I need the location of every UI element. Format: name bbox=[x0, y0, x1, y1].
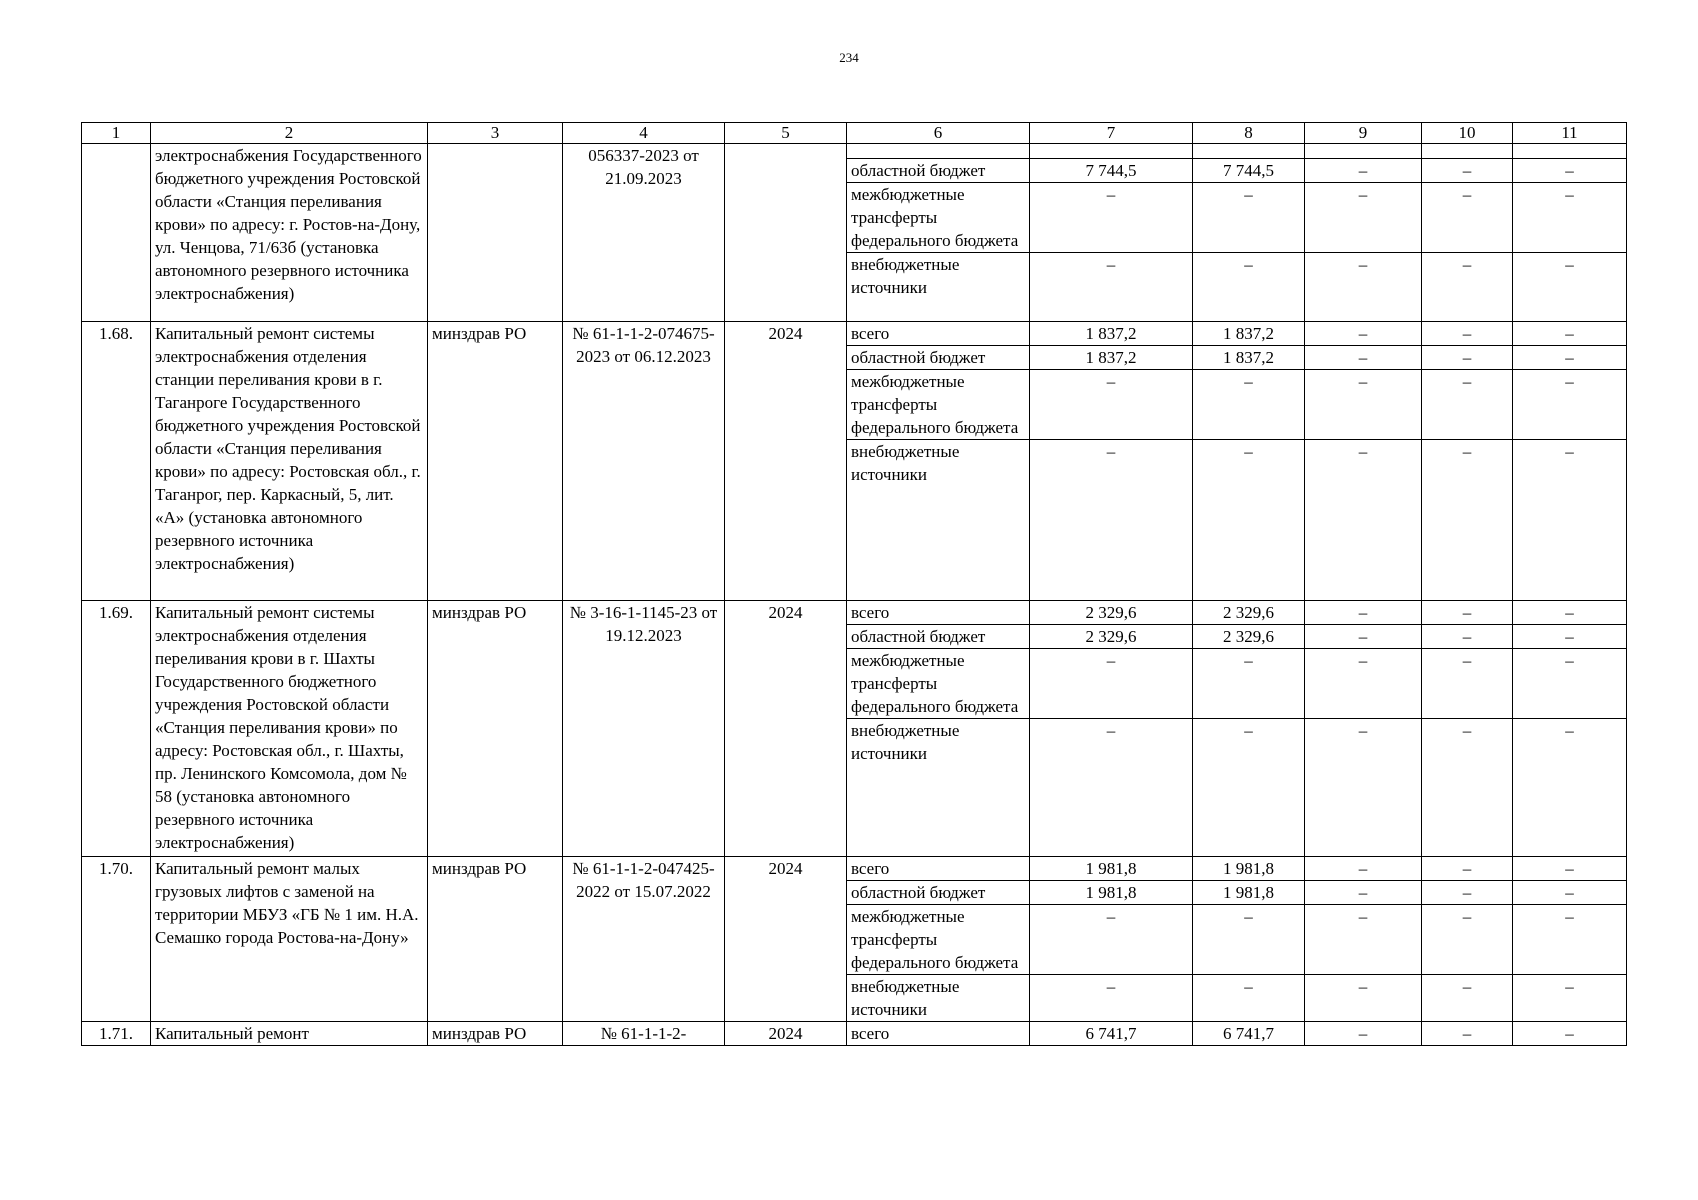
item-executor: минздрав РО bbox=[428, 1022, 563, 1046]
value-col8: – bbox=[1193, 370, 1305, 440]
program-table bbox=[81, 122, 1627, 1046]
value-col8 bbox=[1193, 144, 1305, 159]
value-col7: 1 981,8 bbox=[1030, 881, 1193, 905]
value-col7: 6 741,7 bbox=[1030, 1022, 1193, 1046]
value-col9: – bbox=[1305, 159, 1422, 183]
value-col9: – bbox=[1305, 1022, 1422, 1046]
funding-source: областной бюджет bbox=[847, 625, 1030, 649]
value-col10: – bbox=[1422, 183, 1513, 253]
value-col8: – bbox=[1193, 440, 1305, 601]
page-number: 234 bbox=[839, 50, 859, 65]
funding-source: межбюджетные трансферты федерального бюджета bbox=[847, 649, 1030, 719]
value-col7: – bbox=[1030, 719, 1193, 857]
value-col10: – bbox=[1422, 601, 1513, 625]
table-row bbox=[82, 1022, 1627, 1046]
value-col11: – bbox=[1513, 881, 1627, 905]
value-col11: – bbox=[1513, 905, 1627, 975]
value-col8: – bbox=[1193, 253, 1305, 322]
header-cell: 11 bbox=[1513, 123, 1627, 144]
item-number: 1.69. bbox=[82, 601, 151, 857]
value-col11: – bbox=[1513, 975, 1627, 1022]
value-col11: – bbox=[1513, 857, 1627, 881]
value-col7: 2 329,6 bbox=[1030, 601, 1193, 625]
value-col10: – bbox=[1422, 975, 1513, 1022]
header-cell: 3 bbox=[428, 123, 563, 144]
item-description: Капитальный ремонт системы электроснабжения отделения переливания крови в г. Шахты Государственного бюджетного учреждения Ростовской области «Станция переливания крови» по адресу: Ростовская обл., г. Шахты, пр. Ленинского Комсомола, дом № 58 (установка автономного резервного источника электроснабжения) bbox=[151, 601, 428, 857]
value-col8: 1 981,8 bbox=[1193, 857, 1305, 881]
item-year: 2024 bbox=[725, 601, 847, 857]
value-col11: – bbox=[1513, 1022, 1627, 1046]
value-col10: – bbox=[1422, 719, 1513, 857]
value-col11: – bbox=[1513, 183, 1627, 253]
value-col8: 1 837,2 bbox=[1193, 322, 1305, 346]
value-col8: 6 741,7 bbox=[1193, 1022, 1305, 1046]
header-cell: 9 bbox=[1305, 123, 1422, 144]
funding-source: межбюджетные трансферты федерального бюджета bbox=[847, 905, 1030, 975]
funding-source: межбюджетные трансферты федерального бюджета bbox=[847, 183, 1030, 253]
value-col10 bbox=[1422, 144, 1513, 159]
value-col9: – bbox=[1305, 881, 1422, 905]
value-col7: 1 837,2 bbox=[1030, 322, 1193, 346]
item-description: Капитальный ремонт системы электроснабжения отделения станции переливания крови в г. Таганроге Государственного бюджетного учреждения Ростовской области «Станция переливания крови» по адресу: Ростовская обл., г. Таганрог, пер. Каркасный, 5, лит. «А» (установка автономного резервного источника электроснабжения) bbox=[151, 322, 428, 601]
value-col10: – bbox=[1422, 1022, 1513, 1046]
value-col8: – bbox=[1193, 905, 1305, 975]
value-col11: – bbox=[1513, 440, 1627, 601]
item-number: 1.71. bbox=[82, 1022, 151, 1046]
value-col7: – bbox=[1030, 905, 1193, 975]
value-col9: – bbox=[1305, 183, 1422, 253]
value-col7: 1 981,8 bbox=[1030, 857, 1193, 881]
funding-source: всего bbox=[847, 601, 1030, 625]
value-col7: – bbox=[1030, 649, 1193, 719]
value-col10: – bbox=[1422, 159, 1513, 183]
value-col11: – bbox=[1513, 346, 1627, 370]
funding-source: внебюджетные источники bbox=[847, 253, 1030, 322]
value-col11: – bbox=[1513, 159, 1627, 183]
value-col9: – bbox=[1305, 857, 1422, 881]
header-cell: 10 bbox=[1422, 123, 1513, 144]
value-col9: – bbox=[1305, 253, 1422, 322]
item-number: 1.70. bbox=[82, 857, 151, 1022]
value-col10: – bbox=[1422, 625, 1513, 649]
value-col10: – bbox=[1422, 649, 1513, 719]
item-document: № 61-1-1-2-047425-2022 от 15.07.2022 bbox=[563, 857, 725, 1022]
value-col11: – bbox=[1513, 253, 1627, 322]
value-col8: 2 329,6 bbox=[1193, 601, 1305, 625]
value-col10: – bbox=[1422, 905, 1513, 975]
value-col10: – bbox=[1422, 322, 1513, 346]
item-description: Капитальный ремонт малых грузовых лифтов с заменой на территории МБУЗ «ГБ № 1 им. Н.А. Семашко города Ростова-на-Дону» bbox=[151, 857, 428, 1022]
funding-source: внебюджетные источники bbox=[847, 975, 1030, 1022]
funding-source: областной бюджет bbox=[847, 159, 1030, 183]
funding-source: областной бюджет bbox=[847, 346, 1030, 370]
header-cell: 6 bbox=[847, 123, 1030, 144]
funding-source: межбюджетные трансферты федерального бюджета bbox=[847, 370, 1030, 440]
value-col11: – bbox=[1513, 370, 1627, 440]
value-col9: – bbox=[1305, 346, 1422, 370]
value-col7: – bbox=[1030, 440, 1193, 601]
funding-source bbox=[847, 144, 1030, 159]
funding-source: всего bbox=[847, 1022, 1030, 1046]
value-col8: – bbox=[1193, 649, 1305, 719]
item-executor: минздрав РО bbox=[428, 322, 563, 601]
table-row bbox=[82, 144, 1627, 159]
value-col10: – bbox=[1422, 881, 1513, 905]
value-col9: – bbox=[1305, 905, 1422, 975]
item-year: 2024 bbox=[725, 857, 847, 1022]
item-executor bbox=[428, 144, 563, 322]
funding-source: всего bbox=[847, 322, 1030, 346]
item-executor: минздрав РО bbox=[428, 601, 563, 857]
item-year: 2024 bbox=[725, 1022, 847, 1046]
item-document: 056337-2023 от 21.09.2023 bbox=[563, 144, 725, 322]
item-document: № 61-1-1-2-074675-2023 от 06.12.2023 bbox=[563, 322, 725, 601]
header-cell: 4 bbox=[563, 123, 725, 144]
value-col11: – bbox=[1513, 649, 1627, 719]
value-col11: – bbox=[1513, 625, 1627, 649]
value-col8: 7 744,5 bbox=[1193, 159, 1305, 183]
value-col9: – bbox=[1305, 649, 1422, 719]
item-document: № 3-16-1-1145-23 от 19.12.2023 bbox=[563, 601, 725, 857]
item-year: 2024 bbox=[725, 322, 847, 601]
item-executor: минздрав РО bbox=[428, 857, 563, 1022]
value-col9: – bbox=[1305, 440, 1422, 601]
funding-source: внебюджетные источники bbox=[847, 719, 1030, 857]
item-description: электроснабжения Государственного бюджетного учреждения Ростовской области «Станция переливания крови» по адресу: г. Ростов-на-Дону, ул. Ченцова, 71/63б (установка автономного резервного источника электроснабжения) bbox=[151, 144, 428, 322]
value-col9: – bbox=[1305, 322, 1422, 346]
funding-source: внебюджетные источники bbox=[847, 440, 1030, 601]
value-col11: – bbox=[1513, 601, 1627, 625]
header-cell: 5 bbox=[725, 123, 847, 144]
value-col9: – bbox=[1305, 719, 1422, 857]
item-description: Капитальный ремонт bbox=[151, 1022, 428, 1046]
value-col7: 2 329,6 bbox=[1030, 625, 1193, 649]
value-col10: – bbox=[1422, 253, 1513, 322]
value-col9: – bbox=[1305, 625, 1422, 649]
value-col7: 7 744,5 bbox=[1030, 159, 1193, 183]
table-row bbox=[82, 322, 1627, 346]
funding-source: областной бюджет bbox=[847, 881, 1030, 905]
value-col7: – bbox=[1030, 975, 1193, 1022]
value-col8: 2 329,6 bbox=[1193, 625, 1305, 649]
column-number-row bbox=[82, 123, 1627, 144]
value-col10: – bbox=[1422, 440, 1513, 601]
value-col11: – bbox=[1513, 322, 1627, 346]
value-col7: – bbox=[1030, 183, 1193, 253]
funding-source: всего bbox=[847, 857, 1030, 881]
value-col8: 1 981,8 bbox=[1193, 881, 1305, 905]
value-col11 bbox=[1513, 144, 1627, 159]
value-col8: – bbox=[1193, 719, 1305, 857]
item-number bbox=[82, 144, 151, 322]
header-cell: 1 bbox=[82, 123, 151, 144]
value-col9: – bbox=[1305, 370, 1422, 440]
value-col11: – bbox=[1513, 719, 1627, 857]
value-col8: 1 837,2 bbox=[1193, 346, 1305, 370]
value-col7 bbox=[1030, 144, 1193, 159]
value-col9 bbox=[1305, 144, 1422, 159]
table-row bbox=[82, 601, 1627, 625]
header-cell: 2 bbox=[151, 123, 428, 144]
value-col10: – bbox=[1422, 370, 1513, 440]
value-col8: – bbox=[1193, 975, 1305, 1022]
item-document: № 61-1-1-2- bbox=[563, 1022, 725, 1046]
value-col8: – bbox=[1193, 183, 1305, 253]
value-col7: – bbox=[1030, 370, 1193, 440]
header-cell: 8 bbox=[1193, 123, 1305, 144]
value-col9: – bbox=[1305, 975, 1422, 1022]
table-row bbox=[82, 857, 1627, 881]
value-col7: – bbox=[1030, 253, 1193, 322]
value-col9: – bbox=[1305, 601, 1422, 625]
item-year bbox=[725, 144, 847, 322]
value-col10: – bbox=[1422, 857, 1513, 881]
value-col10: – bbox=[1422, 346, 1513, 370]
header-cell: 7 bbox=[1030, 123, 1193, 144]
item-number: 1.68. bbox=[82, 322, 151, 601]
value-col7: 1 837,2 bbox=[1030, 346, 1193, 370]
